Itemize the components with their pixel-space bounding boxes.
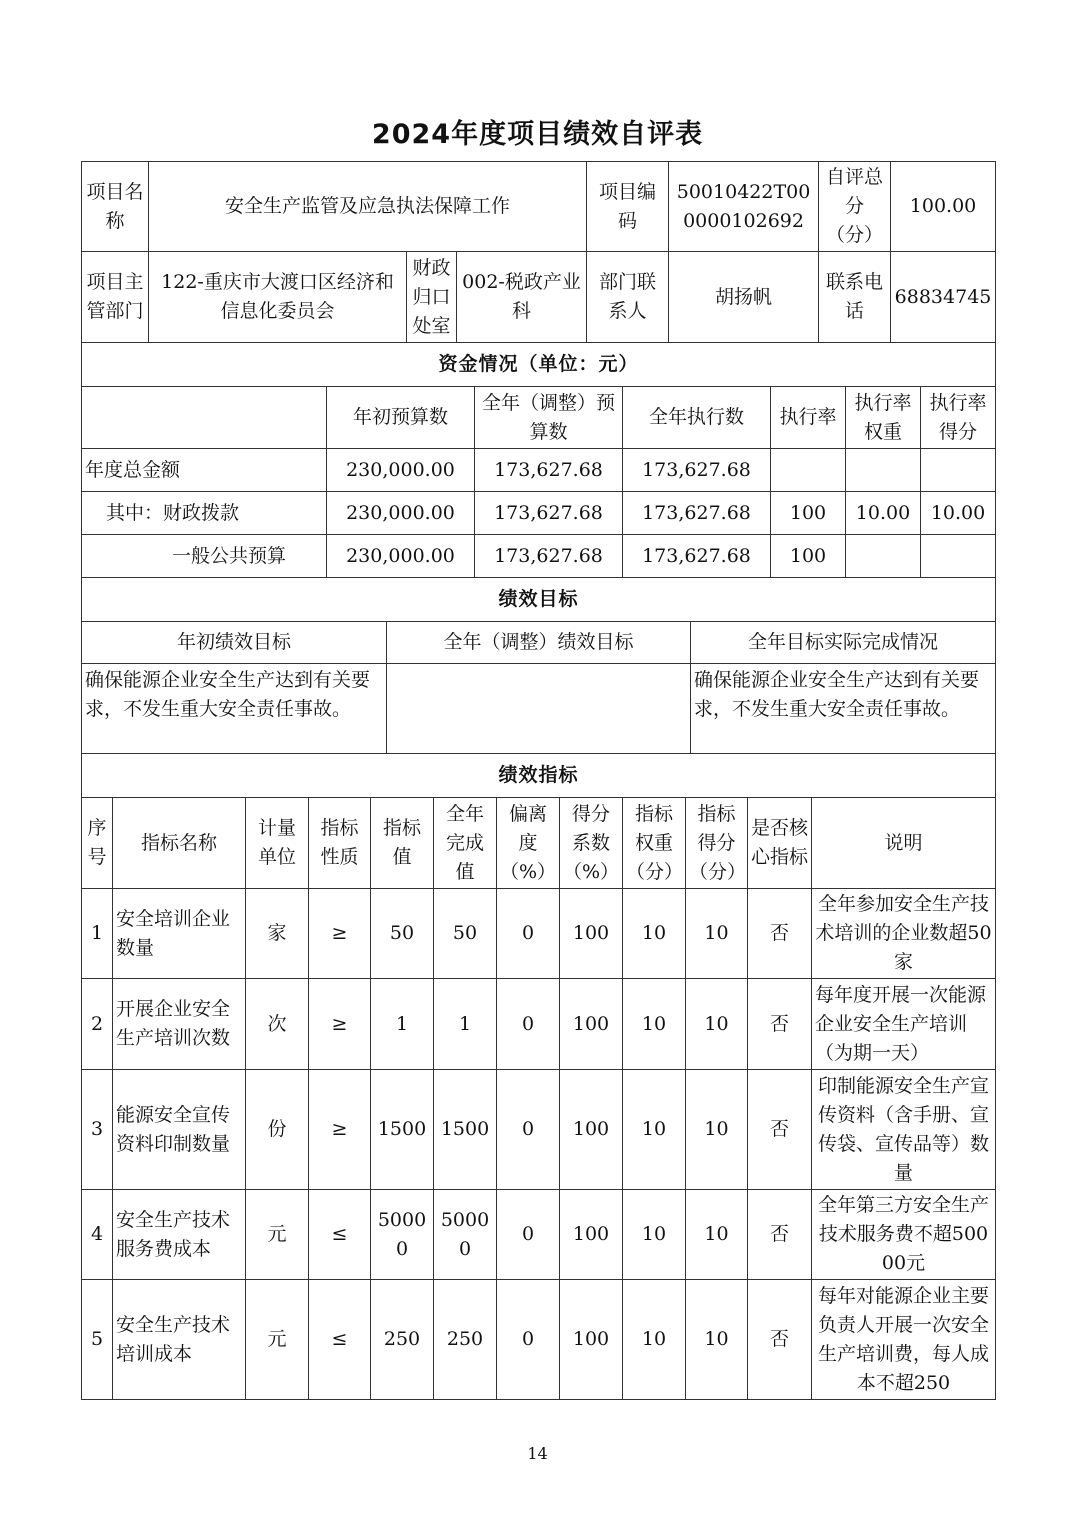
indicators-section-title: 绩效指标 [82, 754, 996, 798]
table-row [82, 979, 996, 1070]
finance-office: 002-税政产业科 [457, 252, 587, 343]
indicator-weight: 10 [623, 1280, 686, 1400]
funds-adjusted: 173,627.68 [475, 535, 623, 578]
indicator-core: 否 [748, 1190, 812, 1280]
self-score: 100.00 [891, 162, 996, 252]
contact-label: 部门联系人 [587, 252, 669, 343]
col-header: 指标性质 [309, 798, 371, 889]
funds-initial: 230,000.00 [327, 535, 475, 578]
funds-score [921, 449, 996, 492]
indicator-note: 印制能源安全生产宣传资料（含手册、宣传袋、宣传品等）数量 [812, 1070, 996, 1190]
indicator-deviation: 0 [497, 889, 560, 979]
funds-section-title: 资金情况（单位：元） [82, 343, 996, 387]
indicator-note: 全年第三方安全生产技术服务费不超50000元 [812, 1190, 996, 1280]
col-header: 计量单位 [246, 798, 309, 889]
funds-executed: 173,627.68 [623, 492, 771, 535]
indicator-no: 4 [82, 1190, 113, 1280]
indicator-name: 能源安全宣传资料印制数量 [113, 1070, 246, 1190]
project-code: 50010422T000000102692 [669, 162, 819, 252]
phone-label: 联系电话 [819, 252, 891, 343]
project-name: 安全生产监管及应急执法保障工作 [149, 162, 587, 252]
project-code-label: 项目编码 [587, 162, 669, 252]
col-header: 偏离度（%） [497, 798, 560, 889]
indicator-coef: 100 [560, 979, 623, 1070]
funds-executed: 173,627.68 [623, 535, 771, 578]
col-header: 全年完成值 [434, 798, 497, 889]
goal-adjusted-text [387, 664, 691, 754]
indicator-no: 1 [82, 889, 113, 979]
goals-col-adjusted: 全年（调整）绩效目标 [387, 622, 691, 664]
table-row [82, 492, 996, 535]
funds-row-label: 一般公共预算 [82, 535, 327, 578]
funds-adjusted: 173,627.68 [475, 449, 623, 492]
col-header: 指标名称 [113, 798, 246, 889]
self-score-label: 自评总分（分） [819, 162, 891, 252]
indicator-weight: 10 [623, 889, 686, 979]
indicator-nature: ≤ [309, 1190, 371, 1280]
indicator-weight: 10 [623, 1190, 686, 1280]
indicator-unit: 元 [246, 1190, 309, 1280]
indicator-nature: ≤ [309, 1280, 371, 1400]
table-row [82, 449, 996, 492]
indicator-no: 2 [82, 979, 113, 1070]
indicator-note: 每年对能源企业主要负责人开展一次安全生产培训费，每人成本不超250 [812, 1280, 996, 1400]
table-row [82, 1070, 996, 1190]
indicator-unit: 份 [246, 1070, 309, 1190]
indicator-score: 10 [686, 1190, 748, 1280]
dept: 122-重庆市大渡口区经济和信息化委员会 [149, 252, 407, 343]
funds-col-initial: 年初预算数 [327, 387, 475, 449]
goals-section-title: 绩效目标 [82, 578, 996, 622]
funds-table [81, 342, 996, 578]
funds-col-adjusted: 全年（调整）预算数 [475, 387, 623, 449]
indicator-target: 250 [371, 1280, 434, 1400]
indicator-nature: ≥ [309, 1070, 371, 1190]
funds-empty-header [82, 387, 327, 449]
indicator-core: 否 [748, 1070, 812, 1190]
indicators-table [81, 753, 996, 1400]
indicator-score: 10 [686, 1070, 748, 1190]
funds-rate: 100 [771, 535, 846, 578]
project-info-table [81, 161, 996, 343]
indicator-name: 安全生产技术培训成本 [113, 1280, 246, 1400]
funds-col-rate: 执行率 [771, 387, 846, 449]
table-row [82, 535, 996, 578]
dept-label: 项目主管部门 [82, 252, 149, 343]
funds-initial: 230,000.00 [327, 492, 475, 535]
funds-weight: 10.00 [846, 492, 921, 535]
table-row [82, 889, 996, 979]
indicator-core: 否 [748, 1280, 812, 1400]
funds-col-score: 执行率得分 [921, 387, 996, 449]
indicator-deviation: 0 [497, 1070, 560, 1190]
indicator-score: 10 [686, 1280, 748, 1400]
indicator-name: 开展企业安全生产培训次数 [113, 979, 246, 1070]
table-row [82, 1280, 996, 1400]
funds-executed: 173,627.68 [623, 449, 771, 492]
indicator-nature: ≥ [309, 979, 371, 1070]
funds-rate [771, 449, 846, 492]
project-name-label: 项目名称 [82, 162, 149, 252]
indicator-weight: 10 [623, 1070, 686, 1190]
indicator-core: 否 [748, 979, 812, 1070]
col-header: 指标得分（分） [686, 798, 748, 889]
indicator-coef: 100 [560, 1280, 623, 1400]
indicator-no: 3 [82, 1070, 113, 1190]
funds-col-weight: 执行率权重 [846, 387, 921, 449]
indicator-deviation: 0 [497, 979, 560, 1070]
goal-actual-text: 确保能源企业安全生产达到有关要求，不发生重大安全责任事故。 [691, 664, 996, 754]
indicator-core: 否 [748, 889, 812, 979]
col-header: 指标值 [371, 798, 434, 889]
indicator-target: 50 [371, 889, 434, 979]
funds-row-label: 年度总金额 [82, 449, 327, 492]
indicator-name: 安全生产技术服务费成本 [113, 1190, 246, 1280]
indicator-actual: 1 [434, 979, 497, 1070]
goals-col-initial: 年初绩效目标 [82, 622, 387, 664]
indicator-target: 50000 [371, 1190, 434, 1280]
indicator-name: 安全培训企业数量 [113, 889, 246, 979]
indicator-coef: 100 [560, 889, 623, 979]
indicator-actual: 50 [434, 889, 497, 979]
indicator-weight: 10 [623, 979, 686, 1070]
goals-col-actual: 全年目标实际完成情况 [691, 622, 996, 664]
funds-adjusted: 173,627.68 [475, 492, 623, 535]
funds-weight [846, 449, 921, 492]
col-header: 说明 [812, 798, 996, 889]
col-header: 得分系数（%） [560, 798, 623, 889]
funds-score [921, 535, 996, 578]
indicator-score: 10 [686, 889, 748, 979]
funds-col-executed: 全年执行数 [623, 387, 771, 449]
funds-row-label: 其中：财政拨款 [82, 492, 327, 535]
page-number: 14 [527, 1444, 548, 1463]
finance-office-label: 财政归口处室 [407, 252, 457, 343]
indicator-coef: 100 [560, 1190, 623, 1280]
indicator-actual: 250 [434, 1280, 497, 1400]
goal-initial-text: 确保能源企业安全生产达到有关要求，不发生重大安全责任事故。 [82, 664, 387, 754]
indicator-score: 10 [686, 979, 748, 1070]
col-header: 序号 [82, 798, 113, 889]
indicator-actual: 1500 [434, 1070, 497, 1190]
col-header: 是否核心指标 [748, 798, 812, 889]
funds-initial: 230,000.00 [327, 449, 475, 492]
col-header: 指标权重（分） [623, 798, 686, 889]
indicator-nature: ≥ [309, 889, 371, 979]
indicator-unit: 次 [246, 979, 309, 1070]
funds-weight [846, 535, 921, 578]
contact: 胡扬帆 [669, 252, 819, 343]
indicator-target: 1 [371, 979, 434, 1070]
indicator-actual: 50000 [434, 1190, 497, 1280]
table-row [82, 1190, 996, 1280]
goals-table [81, 577, 996, 754]
indicator-unit: 家 [246, 889, 309, 979]
indicator-deviation: 0 [497, 1280, 560, 1400]
indicator-target: 1500 [371, 1070, 434, 1190]
indicator-coef: 100 [560, 1070, 623, 1190]
indicator-note: 每年度开展一次能源企业安全生产培训（为期一天） [812, 979, 996, 1070]
indicator-note: 全年参加安全生产技术培训的企业数超50家 [812, 889, 996, 979]
indicator-unit: 元 [246, 1280, 309, 1400]
funds-score: 10.00 [921, 492, 996, 535]
funds-rate: 100 [771, 492, 846, 535]
indicator-no: 5 [82, 1280, 113, 1400]
indicator-deviation: 0 [497, 1190, 560, 1280]
phone: 68834745 [891, 252, 996, 343]
page-title: 2024年度项目绩效自评表 [371, 119, 704, 150]
